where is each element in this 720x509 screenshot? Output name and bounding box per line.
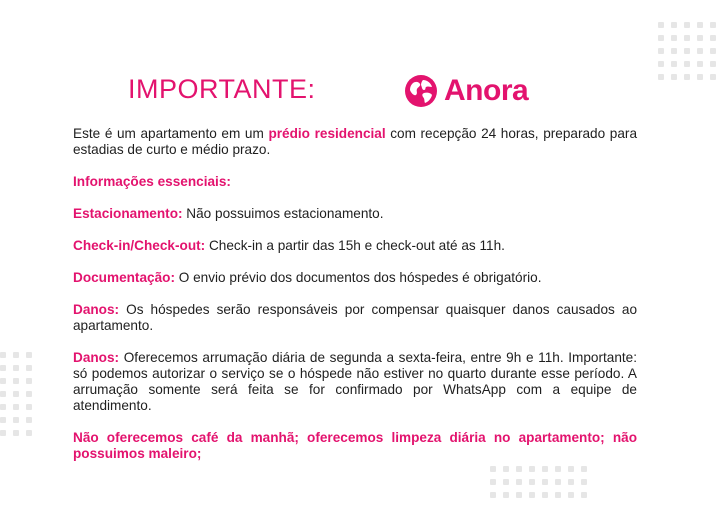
decorative-dot [671,48,677,54]
decorative-dot [0,417,6,423]
decorative-dot [684,48,690,54]
decorative-dot [697,48,703,54]
decorative-dot [671,22,677,28]
decorative-dot [0,378,6,384]
decorative-dot [568,479,574,485]
info-item-cleaning [73,350,637,414]
decorative-dot [26,417,32,423]
decorative-dots-left [0,352,32,436]
info-item-documents [73,270,637,286]
info-item-label: Check-in/Check-out: [73,238,206,253]
decorative-dot [710,74,716,80]
decorative-dot [697,35,703,41]
decorative-dot [581,479,587,485]
decorative-dot [555,492,561,498]
decorative-dot [697,74,703,80]
decorative-dot [684,22,690,28]
decorative-dot [26,365,32,371]
decorative-dot [13,352,19,358]
decorative-dot [710,35,716,41]
decorative-dot [529,479,535,485]
decorative-dot [516,479,522,485]
footer-note [73,430,637,462]
decorative-dot [684,61,690,67]
decorative-dot [658,48,664,54]
decorative-dot [13,404,19,410]
brand-logo [404,74,528,108]
intro-text-end: com recepção 24 horas, preparado para estadias de curto e médio prazo. [73,126,637,157]
info-item-checkin [73,238,637,254]
decorative-dot [0,365,6,371]
decorative-dot [684,35,690,41]
footer-note-text: Não oferecemos café da manhã; oferecemos limpeza diária no apartamento; não possuimos maleiro; [73,430,637,461]
decorative-dot [516,492,522,498]
decorative-dot [658,22,664,28]
info-item-text: Os hóspedes serão responsáveis por compensar quaisquer danos causados ao apartamento. [73,302,637,333]
decorative-dot [26,430,32,436]
info-item-label: Danos: [73,350,120,365]
decorative-dot [13,417,19,423]
essentials-heading-text: Informações essenciais: [73,174,231,189]
decorative-dot [13,365,19,371]
decorative-dot [26,352,32,358]
info-item-text: Não possuimos estacionamento. [182,206,384,221]
decorative-dot [697,22,703,28]
decorative-dot [710,61,716,67]
decorative-dot [26,391,32,397]
decorative-dot [490,479,496,485]
info-item-label: Documentação: [73,270,175,285]
info-item-parking [73,206,637,222]
decorative-dot [0,352,6,358]
decorative-dot [658,61,664,67]
decorative-dot [503,479,509,485]
decorative-dot [503,492,509,498]
decorative-dot [555,479,561,485]
info-item-label: Danos: [73,302,120,317]
decorative-dot [697,61,703,67]
decorative-dot [13,378,19,384]
decorative-dot [0,430,6,436]
info-item-label: Estacionamento: [73,206,183,221]
decorative-dot [671,61,677,67]
decorative-dot [13,391,19,397]
decorative-dot [26,404,32,410]
info-item-text: O envio prévio dos documentos dos hóspedes é obrigatório. [174,270,542,285]
intro-highlight: prédio residencial [268,126,386,141]
decorative-dot [13,430,19,436]
brand-name: Anora [444,74,529,107]
decorative-dot [0,404,6,410]
decorative-dot [26,378,32,384]
decorative-dot [568,492,574,498]
decorative-dot [671,35,677,41]
decorative-dot [490,492,496,498]
decorative-dot [658,35,664,41]
decorative-dot [0,391,6,397]
info-item-damages [73,302,637,334]
essentials-heading [73,174,637,190]
decorative-dot [542,492,548,498]
intro-text: Este é um apartamento em um [73,126,269,141]
decorative-dot [542,479,548,485]
decorative-dot [581,492,587,498]
info-item-text: Oferecemos arrumação diária de segunda a sexta-feira, entre 9h e 11h. Importante: só podemos autorizar o serviço se o hóspede não estiver no quarto durante esse período. A arrumação somente será feita se for confirmado por WhatsApp com a equipe de atendimento. [73,350,637,413]
decorative-dot [710,48,716,54]
decorative-dot [710,22,716,28]
decorative-dot [529,492,535,498]
page-title: IMPORTANTE: [128,74,316,104]
intro-paragraph [73,126,637,158]
info-item-text: Check-in a partir das 15h e check-out até as 11h. [205,238,505,253]
decorative-dot [684,74,690,80]
info-content [73,126,637,478]
decorative-dot [671,74,677,80]
decorative-dot [658,74,664,80]
decorative-dots-top-right [658,22,716,80]
globe-icon [404,74,438,108]
